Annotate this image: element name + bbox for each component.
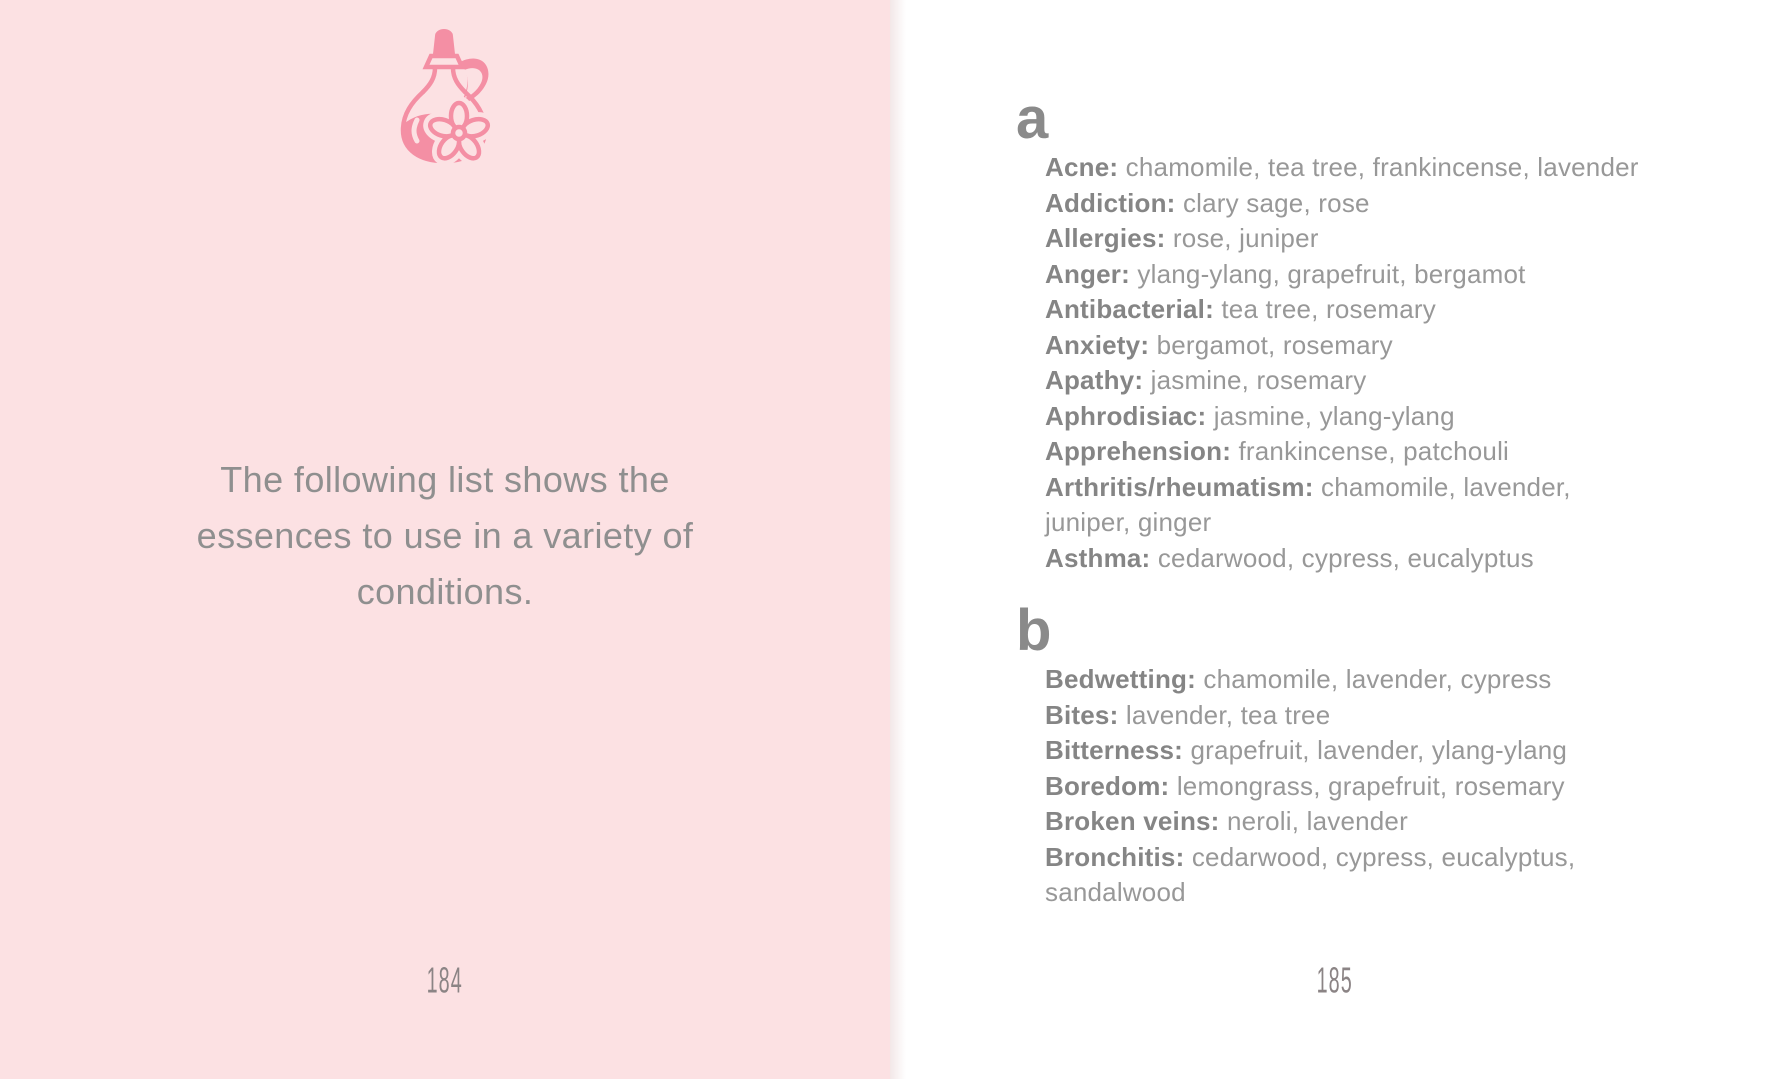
- condition-term: Allergies:: [1045, 223, 1166, 253]
- section-letter: a: [1016, 86, 1050, 151]
- glossary-entry: [1045, 840, 1645, 911]
- glossary-entry: [1045, 434, 1645, 470]
- condition-term: Arthritis/rheumatism:: [1045, 471, 1314, 502]
- glossary-entry: [1045, 470, 1645, 541]
- essential-oil-bottle-icon: [398, 28, 493, 166]
- essence-list: clary sage, rose: [1175, 187, 1370, 218]
- essence-list: chamomile, lavender, cypress: [1195, 664, 1552, 694]
- essence-list: lemongrass, grapefruit, rosemary: [1169, 770, 1565, 801]
- condition-term: Bitterness:: [1045, 735, 1184, 765]
- glossary: [1016, 86, 1656, 911]
- intro-line: essences to use in a variety of: [196, 515, 694, 556]
- condition-term: Apathy:: [1045, 365, 1144, 395]
- glossary-entry: [1045, 662, 1645, 698]
- glossary-entry: [1045, 733, 1645, 769]
- essence-list: rose, juniper: [1165, 223, 1319, 253]
- glossary-entry: [1045, 221, 1645, 257]
- glossary-entry: [1045, 363, 1645, 399]
- essence-list: ylang-ylang, grapefruit, bergamot: [1129, 258, 1526, 289]
- glossary-entry: [1045, 804, 1645, 840]
- condition-term: Bronchitis:: [1045, 841, 1185, 872]
- intro-line: conditions.: [356, 571, 534, 612]
- glossary-entry: [1045, 257, 1645, 293]
- section-letter: b: [1016, 598, 1053, 663]
- glossary-section: [1016, 598, 1656, 911]
- condition-term: Broken veins:: [1045, 806, 1220, 836]
- glossary-entry: [1045, 328, 1645, 364]
- essence-list: tea tree, rosemary: [1213, 294, 1436, 324]
- left-page-number-digits: 184: [426, 961, 464, 1001]
- condition-term: Anger:: [1045, 258, 1130, 289]
- condition-term: Antibacterial:: [1045, 294, 1214, 324]
- essence-list: grapefruit, lavender, ylang-ylang: [1183, 735, 1568, 765]
- condition-term: Addiction:: [1045, 187, 1176, 218]
- glossary-entry: [1045, 541, 1645, 577]
- glossary-section: [1016, 86, 1656, 576]
- entry-list: [1045, 150, 1645, 576]
- essence-list: bergamot, rosemary: [1149, 329, 1393, 360]
- essence-list: chamomile, tea tree, frankincense, lavender: [1118, 152, 1639, 182]
- condition-term: Apprehension:: [1045, 436, 1232, 466]
- essence-list: jasmine, rosemary: [1143, 365, 1367, 395]
- condition-term: Anxiety:: [1045, 329, 1150, 360]
- condition-term: Aphrodisiac:: [1045, 400, 1207, 431]
- essence-list: cedarwood, cypress, eucalyptus: [1150, 542, 1534, 573]
- glossary-entry: [1045, 399, 1645, 435]
- left-page-number: [0, 962, 890, 1002]
- glossary-entry: [1045, 769, 1645, 805]
- condition-term: Acne:: [1045, 152, 1119, 182]
- essence-list: lavender, tea tree: [1118, 699, 1331, 730]
- essence-list: jasmine, ylang-ylang: [1206, 400, 1455, 431]
- glossary-entry: [1045, 698, 1645, 734]
- essence-list: cedarwood, cypress, eucalyptus, sandalwood: [1045, 841, 1576, 907]
- condition-term: Bedwetting:: [1045, 664, 1196, 694]
- condition-term: Boredom:: [1045, 770, 1170, 801]
- essence-list: chamomile, lavender, juniper, ginger: [1045, 471, 1571, 537]
- condition-term: Bites:: [1045, 699, 1119, 730]
- glossary-entry: [1045, 186, 1645, 222]
- right-page-number: [890, 962, 1780, 1002]
- entry-list: [1045, 662, 1645, 911]
- right-page-number-digits: 185: [1316, 961, 1354, 1001]
- gutter-shadow: [890, 0, 906, 1079]
- glossary-entry: [1045, 150, 1645, 186]
- intro-line: The following list shows the: [220, 459, 670, 500]
- essence-list: frankincense, patchouli: [1231, 436, 1510, 466]
- right-page: [890, 0, 1780, 1079]
- essence-list: neroli, lavender: [1219, 806, 1408, 836]
- intro-text: [0, 452, 890, 620]
- glossary-entry: [1045, 292, 1645, 328]
- condition-term: Asthma:: [1045, 542, 1151, 573]
